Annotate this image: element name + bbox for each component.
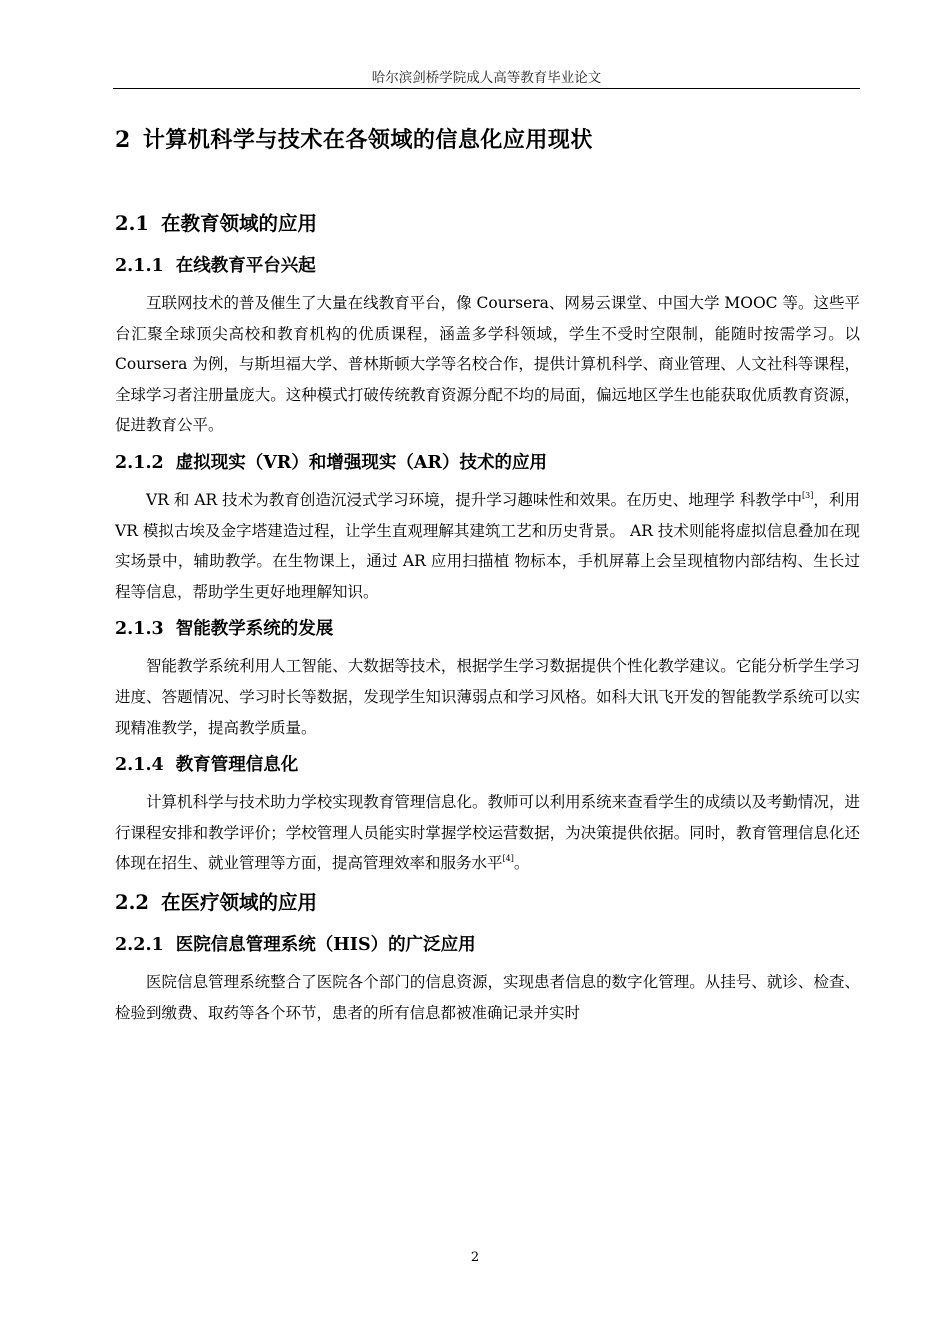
subsection-number: 2.1.3	[115, 619, 164, 640]
subsection-number: 2.2.1	[115, 934, 164, 955]
subsection-number: 2.1.4	[115, 755, 164, 776]
paragraph-text: ，利用 VR 模拟古埃及金字塔建造过程，让学生直观理解其建筑工艺和历史背景。 AR 技术则能将虚拟信息叠加在现实场景中，辅助教学。在生物课上，通过 AR 应用扫描植 物标本，手机屏幕上会呈现植物内部结构、生长过程等信息，帮助学生更好地理解知识。	[115, 490, 860, 601]
section-heading-2-1	[115, 204, 860, 244]
subsection-number: 2.1.1	[115, 256, 164, 276]
subsection-heading-2-1-3	[115, 611, 860, 647]
subsection-heading-2-2-1	[115, 927, 860, 963]
section-title: 在医疗领域的应用	[160, 890, 317, 914]
subsection-title: 虚拟现实（VR）和增强现实（AR）技术的应用	[175, 452, 547, 473]
chapter-number: 2	[115, 127, 131, 153]
subsection-title: 医院信息管理系统（HIS）的广泛应用	[175, 934, 476, 955]
running-header: 哈尔滨剑桥学院成人高等教育毕业论文	[371, 70, 602, 86]
paragraph-his: 医院信息管理系统整合了医院各个部门的信息资源，实现患者信息的数字化管理。从挂号、就诊、检查、检验到缴费、取药等各个环节，患者的所有信息都被准确记录并实时	[115, 972, 860, 1022]
citation-ref: [4]	[502, 854, 514, 864]
section-number: 2.2	[115, 890, 149, 914]
subsection-number: 2.1.2	[115, 452, 164, 473]
page-body	[115, 118, 860, 1032]
paragraph-education-management	[115, 787, 860, 879]
subsection-title: 智能教学系统的发展	[175, 619, 334, 640]
citation-ref: [3]	[802, 490, 814, 500]
subsection-title: 教育管理信息化	[175, 755, 299, 776]
page-number: 2	[470, 1250, 480, 1265]
paragraph-online-education: 互联网技术的普及催生了大量在线教育平台，像 Coursera、网易云课堂、中国大学 MOOC 等。这些平台汇聚全球顶尖高校和教育机构的优质课程，涵盖多学科领域，学生不受时空限制，能随时按需学习。以 Coursera 为例，与斯坦福大学、普林斯顿大学等名校合作，提供计算机科学、商业管理、人文社科等课程，全球学习者注册量庞大。这种模式打破传统教育资源分配不均的局面，偏远地区学生也能获取优质教育资源，促进教育公平。	[115, 294, 860, 435]
section-heading-2-2	[115, 883, 860, 923]
section-number: 2.1	[115, 212, 149, 235]
paragraph-text: 计算机科学与技术助力学校实现教育管理信息化。教师可以利用系统来查看学生的成绩以及考勤情况，进行课程安排和教学评价；学校管理人员能实时掌握学校运营数据，为决策提供依据。同时，教育管理信息化还体现在招生、就业管理等方面，提高管理效率和服务水平	[115, 793, 860, 873]
chapter-title: 计算机科学与技术在各领域的信息化应用现状	[142, 127, 593, 153]
paragraph-text: VR 和 AR 技术为教育创造沉浸式学习环境，提升学习趣味性和效果。在历史、地理学 科教学中	[146, 490, 803, 509]
subsection-title: 在线教育平台兴起	[175, 256, 316, 276]
header-rule	[113, 88, 860, 89]
paragraph-vr-ar	[115, 485, 860, 607]
section-title: 在教育领域的应用	[160, 212, 317, 235]
paragraph-intelligent-teaching: 智能教学系统利用人工智能、大数据等技术，根据学生学习数据提供个性化教学建议。它能分析学生学习进度、答题情况、学习时长等数据，发现学生知识薄弱点和学习风格。如科大讯飞开发的智能教学系统可以实现精准教学，提高教学质量。	[115, 657, 860, 737]
paragraph-text: 。	[513, 854, 530, 873]
chapter-heading	[115, 118, 860, 162]
subsection-heading-2-1-4	[115, 747, 860, 783]
subsection-heading-2-1-1	[115, 248, 860, 284]
subsection-heading-2-1-2	[115, 445, 860, 481]
